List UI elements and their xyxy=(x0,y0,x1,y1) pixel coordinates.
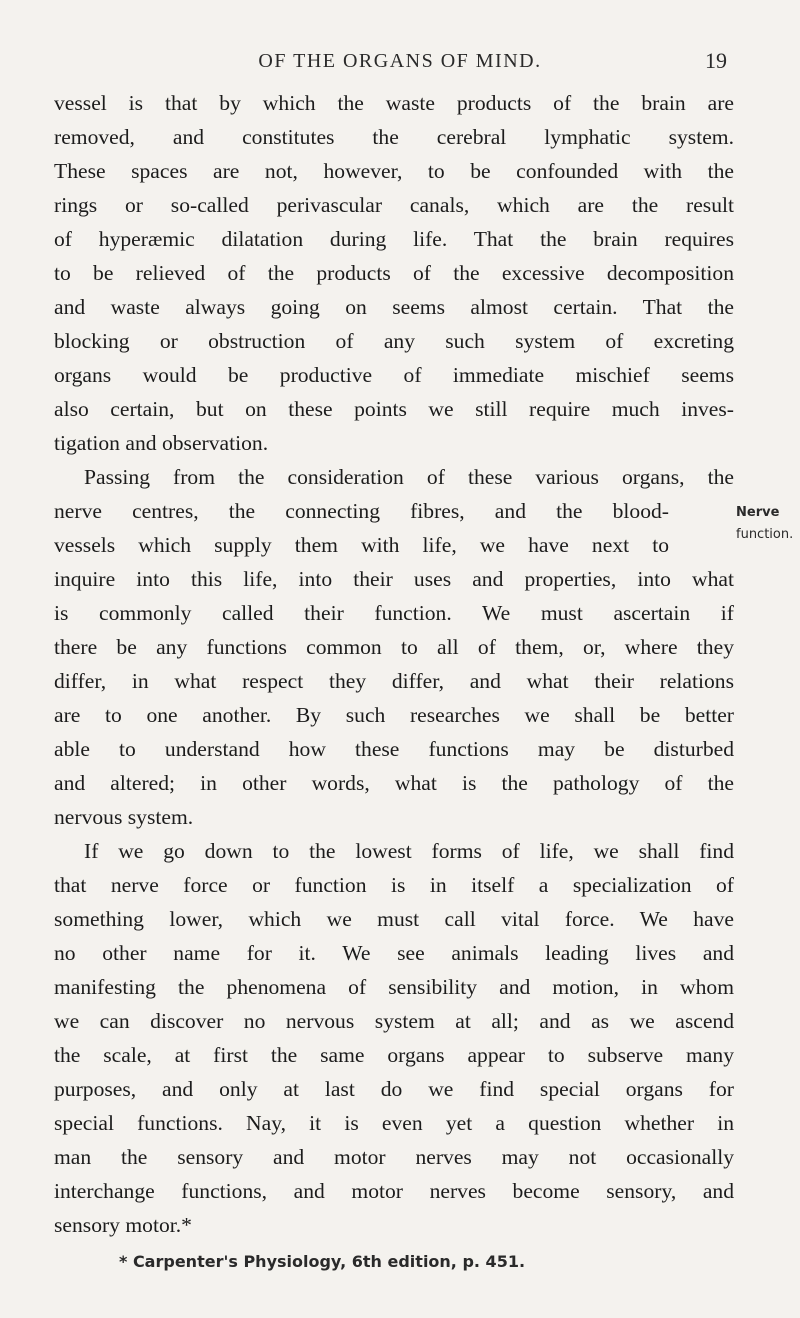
text-line: vessel is that by which the waste products of the brain are xyxy=(54,91,734,115)
text-line: is commonly called their function. We must ascertain if xyxy=(54,601,734,625)
text-line: manifesting the phenomena of sensibility and motion, in whom xyxy=(54,975,734,999)
text-line: removed, and constitutes the cerebral lymphatic system. xyxy=(54,125,734,149)
text-line: blocking or obstruction of any such system of excreting xyxy=(54,329,734,353)
text-line: sensory motor.* xyxy=(54,1213,192,1237)
text-line: and waste always going on seems almost certain. That the xyxy=(54,295,734,319)
text-line: man the sensory and motor nerves may not occasionally xyxy=(54,1145,734,1169)
text-line: If we go down to the lowest forms of life, we shall find xyxy=(84,839,734,863)
text-line: there be any functions common to all of them, or, where they xyxy=(54,635,734,659)
text-line: nervous system. xyxy=(54,805,194,829)
text-line: nerve centres, the connecting fibres, and the blood- xyxy=(54,499,669,523)
text-line: no other name for it. We see animals leading lives and xyxy=(54,941,734,965)
text-line: These spaces are not, however, to be confounded with the xyxy=(54,159,734,183)
text-line: special functions. Nay, it is even yet a question whether in xyxy=(54,1111,734,1135)
page-number: 19 xyxy=(705,48,727,73)
text-line: inquire into this life, into their uses and properties, into what xyxy=(54,567,734,591)
text-line: of hyperæmic dilatation during life. That the brain requires xyxy=(54,227,734,251)
text-line: we can discover no nervous system at all; and as we ascend xyxy=(54,1009,734,1033)
running-title: OF THE ORGANS OF MIND. xyxy=(258,50,542,72)
text-line: something lower, which we must call vital force. We have xyxy=(54,907,734,931)
text-line: purposes, and only at last do we find special organs for xyxy=(54,1077,734,1101)
text-line: interchange functions, and motor nerves become sensory, and xyxy=(54,1179,734,1203)
footnote: * Carpenter's Physiology, 6th edition, p. 451. xyxy=(119,1252,526,1271)
text-line: organs would be productive of immediate mischief seems xyxy=(54,363,734,387)
text-line: Passing from the consideration of these various organs, the xyxy=(84,465,734,489)
margin-note-nerve: Nerve xyxy=(736,505,780,520)
text-line: able to understand how these functions may be disturbed xyxy=(54,737,734,761)
text-line: differ, in what respect they differ, and what their relations xyxy=(54,669,734,693)
text-line: to be relieved of the products of the excessive decomposition xyxy=(54,261,734,285)
text-line: the scale, at first the same organs appear to subserve many xyxy=(54,1043,734,1067)
text-line: are to one another. By such researches we shall be better xyxy=(54,703,734,727)
text-line: and altered; in other words, what is the pathology of the xyxy=(54,771,734,795)
text-line: that nerve force or function is in itself a specialization of xyxy=(54,873,734,897)
margin-note-function: function. xyxy=(736,527,794,542)
text-line: rings or so-called perivascular canals, which are the result xyxy=(54,193,734,217)
text-line: vessels which supply them with life, we have next to xyxy=(54,533,669,557)
text-line: tigation and observation. xyxy=(54,431,269,455)
text-line: also certain, but on these points we still require much inves- xyxy=(54,397,734,421)
